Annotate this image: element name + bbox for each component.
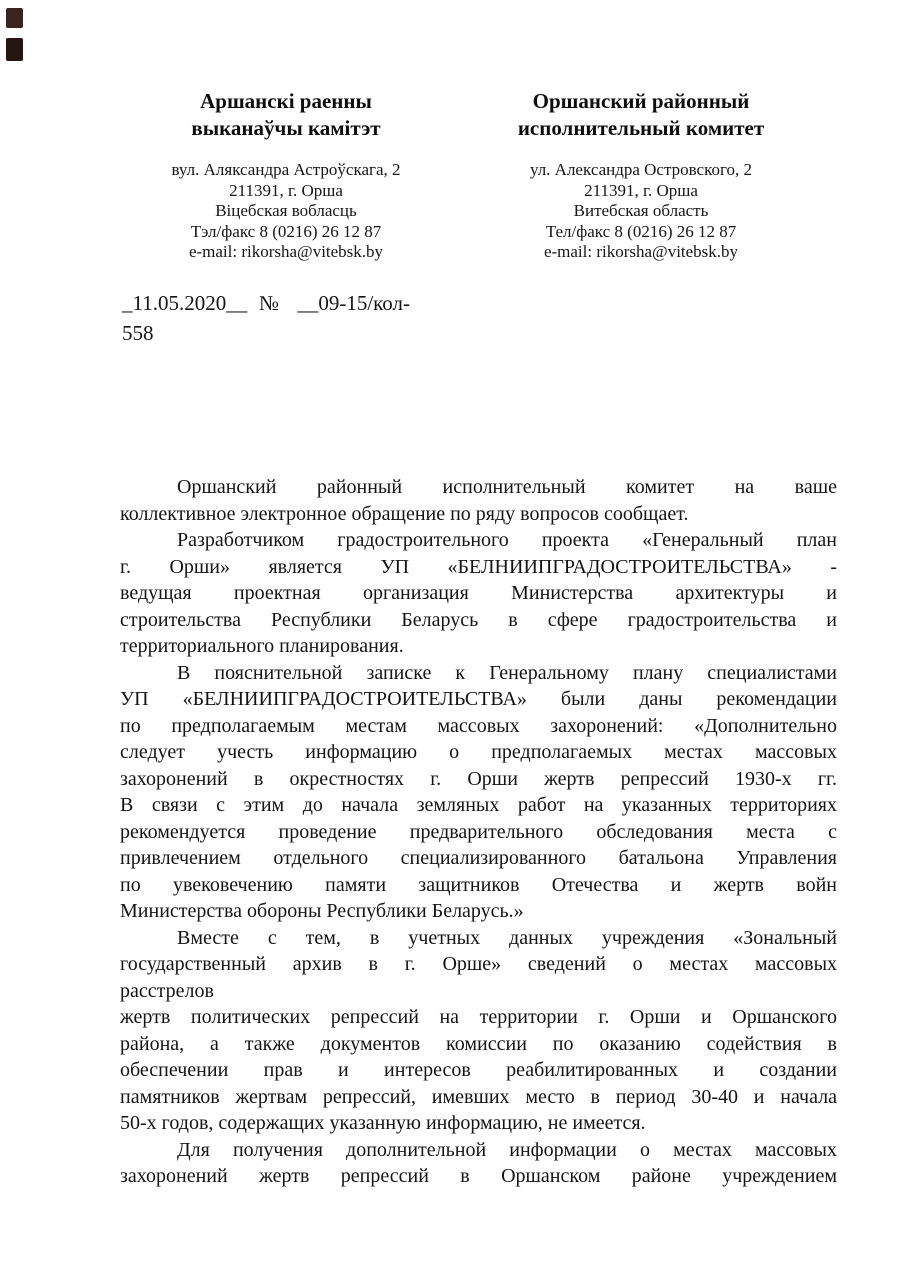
address-line-email: e-mail: rikorsha@vitebsk.by bbox=[188, 242, 384, 261]
body-text-line: коллективное электронное обращение по ряду вопросов сообщает. bbox=[120, 502, 689, 525]
body-text-line: государственный архив в г. Орше» сведений о местах массовых bbox=[120, 953, 837, 975]
body-text-line: Для получения дополнительной информации о местах массовых bbox=[177, 1138, 837, 1161]
body-text-line: района, а также документов комиссии по оказанию содействия в bbox=[120, 1032, 837, 1055]
body-text-line: В пояснительной записке к Генеральному плану специалистами bbox=[177, 661, 837, 684]
address-line: Тел/факс 8 (0216) 26 12 87 bbox=[545, 221, 737, 241]
body-text-line: Разработчиком градостроительного проекта «Генеральный план bbox=[177, 529, 837, 551]
address-line: Віцебская вобласць bbox=[215, 201, 357, 220]
address-line: 211391, г. Орша bbox=[584, 180, 698, 200]
body-text-line: захоронений в окрестностях г. Орши жертв репрессий 1930-х гг. bbox=[120, 767, 837, 790]
body-text-line: жертв политических репрессий на территории г. Орши и Оршанского bbox=[120, 1006, 837, 1028]
body-text-line: ведущая проектная организация Министерства архитектуры и bbox=[120, 582, 837, 604]
letterhead-right-column bbox=[485, 88, 797, 263]
address-line: Витебская область bbox=[573, 201, 709, 220]
body-text-line: Министерства обороны Республики Беларусь.» bbox=[120, 900, 524, 922]
org-title-line: выканаўчы камітэт bbox=[191, 116, 381, 140]
address-line: 211391, г. Орша bbox=[229, 180, 343, 200]
org-title-russian bbox=[485, 88, 797, 142]
body-text-line: В связи с этим до начала земляных работ на указанных территориях bbox=[120, 794, 837, 816]
body-text-line: памятников жертвам репрессий, имевших место в период 30-40 и начала bbox=[120, 1085, 837, 1108]
address-line: Тэл/факс 8 (0216) 26 12 87 bbox=[190, 221, 382, 241]
body-text-line: территориального планирования. bbox=[120, 635, 404, 657]
body-text-line: по предполагаемым местам массовых захоронений: «Дополнительно bbox=[120, 714, 837, 737]
body-text-line: привлечением отдельного специализированного батальона Управления bbox=[120, 847, 837, 869]
body-text-line: по увековечению памяти защитников Отечества и жертв войн bbox=[120, 873, 837, 896]
date-and-number-line: _11.05.2020__ № __09-15/кол- bbox=[122, 291, 410, 315]
body-text-line: УП «БЕЛНИИПГРАДОСТРОИТЕЛЬСТВА» были даны рекомендации bbox=[120, 688, 837, 710]
org-title-belarusian bbox=[130, 88, 442, 142]
org-title-line: Аршанскі раенны bbox=[200, 89, 372, 113]
letterhead-left-column bbox=[130, 88, 442, 263]
body-text-line: захоронений жертв репрессий в Оршанском районе учреждением bbox=[120, 1165, 837, 1187]
body-text-line: следует учесть информацию о предполагаемых местах массовых bbox=[120, 741, 837, 763]
scan-artifact-mark bbox=[6, 38, 23, 61]
org-address-russian bbox=[485, 160, 797, 263]
number-continuation-line: 558 bbox=[122, 321, 154, 345]
body-text-line: 50-х годов, содержащих указанную информацию, не имеется. bbox=[120, 1112, 646, 1134]
body-text-line: Оршанский районный исполнительный комитет на ваше bbox=[177, 476, 837, 498]
address-line: ул. Александра Островского, 2 bbox=[529, 160, 753, 179]
body-text-line: рекомендуется проведение предварительного обследования места с bbox=[120, 820, 837, 843]
body-text-line: г. Орши» является УП «БЕЛНИИПГРАДОСТРОИТЕЛЬСТВА» - bbox=[120, 555, 837, 578]
org-title-line: исполнительный комитет bbox=[517, 116, 765, 140]
body-text-line: Вместе с тем, в учетных данных учреждения «Зональный bbox=[177, 926, 837, 949]
org-address-belarusian bbox=[130, 160, 442, 263]
letter-body bbox=[120, 474, 837, 1190]
address-line-email: e-mail: rikorsha@vitebsk.by bbox=[543, 242, 739, 261]
scan-artifact-mark bbox=[6, 8, 23, 28]
body-text-line: обеспечении прав и интересов реабилитированных и создании bbox=[120, 1059, 837, 1081]
reference-number-block bbox=[122, 288, 410, 348]
body-text-line: строительства Республики Беларусь в сфере градостроительства и bbox=[120, 608, 837, 631]
org-title-line: Оршанский районный bbox=[532, 89, 750, 113]
body-text-line: расстрелов bbox=[120, 979, 214, 1002]
address-line: вул. Аляксандра Астроўскага, 2 bbox=[171, 160, 401, 179]
